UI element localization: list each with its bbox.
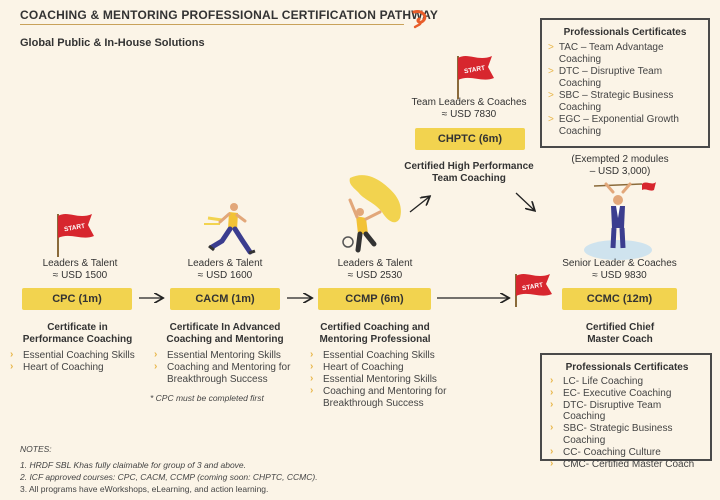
ccmp-name: Certified Coaching and Mentoring Professional [319,322,431,345]
chevron-right-icon: > [548,90,554,101]
list-item: > EGC – Exponential Growth Coaching [548,114,679,137]
arrow-chptc-to-ccmc [516,193,534,210]
box-title: Professionals Certificates [565,362,689,373]
cpc-level: Leaders & Talent [42,258,118,269]
chevron-right-icon: > [548,66,554,77]
cpc-name: Certificate in Performance Coaching [22,322,133,345]
page-title: COACHING & MENTORING PROFESSIONAL CERTIFICATION PATHWAY [20,8,439,22]
page-subtitle: Global Public & In-House Solutions [20,37,205,49]
list-item: › CMC- Certified Master Coach [550,459,704,471]
chevron-right-icon: > [548,114,554,125]
list-item: › EC- Executive Coaching [550,388,704,400]
svg-text:START: START [521,281,544,293]
arrow-ccmp-to-chptc [410,197,429,212]
list-item: › DTC- Disruptive Team Coaching [550,400,704,424]
cpc-skills [10,350,150,374]
list-item: › Essential Mentoring Skills [310,374,460,386]
ccmc-pill[interactable]: CCMC (12m) [562,288,677,310]
cacm-prerequisite-note: * CPC must be completed first [150,393,264,403]
svg-text:START: START [463,64,486,76]
note-line: 2. ICF approved courses: CPC, CACM, CCMP (coming soon: CHPTC, CCMC). [20,472,318,482]
list-item: › CC- Coaching Culture [550,447,704,459]
list-item: › Coaching and Mentoring for Breakthrough Success [154,362,302,386]
notes-section [20,443,318,495]
cacm-level: Leaders & Talent [187,258,263,269]
cacm-name: Certificate In Advanced Coaching and Mentoring [166,322,284,345]
chevron-right-icon: > [548,42,554,53]
cpc-pill[interactable]: CPC (1m) [22,288,132,310]
list-item: › Heart of Coaching [310,362,460,374]
list-item: › LC- Life Coaching [550,376,704,388]
ccmp-price: ≈ USD 2530 [347,270,403,281]
ccmc-name: Certified Chief Master Coach [585,322,655,345]
ccmp-skills [310,350,460,410]
note-line: 1. HRDF SBL Khas fully claimable for group of 3 and above. [20,460,247,470]
ccmc-price: ≈ USD 9830 [592,270,647,281]
list-item: › Heart of Coaching [10,362,150,374]
list-item: > DTC – Disruptive Team Coaching [548,66,663,89]
list-item: > TAC – Team Advantage Coaching [548,42,664,65]
list-item: › Essential Mentoring Skills [154,350,302,362]
list-item: › SBC- Strategic Business Coaching [550,423,704,447]
note-line: 3. All programs have eWorkshops, eLearning, and action learning. [20,484,269,494]
chptc-pill[interactable]: CHPTC (6m) [415,128,525,150]
ccmc-exemption-note: (Exempted 2 modules – USD 3,000) [571,154,669,177]
cpc-price: ≈ USD 1500 [52,270,108,281]
ccmp-level: Leaders & Talent [337,258,413,269]
box-title: Professionals Certificates [563,27,687,38]
cacm-pill[interactable]: CACM (1m) [170,288,280,310]
cacm-skills [154,350,302,386]
svg-text:START: START [63,222,86,234]
professional-certificates-box-bottom [540,353,712,470]
chptc-name: Certified High Performance Team Coaching [404,161,534,184]
ccmc-level: Senior Leader & Coaches [562,258,677,269]
chptc-price: ≈ USD 7830 [441,109,497,120]
list-item: › Essential Coaching Skills [310,350,460,362]
list-item: › Coaching and Mentoring for Breakthrough Success [310,386,460,410]
list-item: > SBC – Strategic Business Coaching [548,90,674,113]
ccmp-pill[interactable]: CCMP (6m) [318,288,431,310]
notes-header: NOTES: [20,444,52,454]
list-item: › Essential Coaching Skills [10,350,150,362]
chptc-level: Team Leaders & Coaches [411,97,527,108]
cacm-price: ≈ USD 1600 [197,270,253,281]
